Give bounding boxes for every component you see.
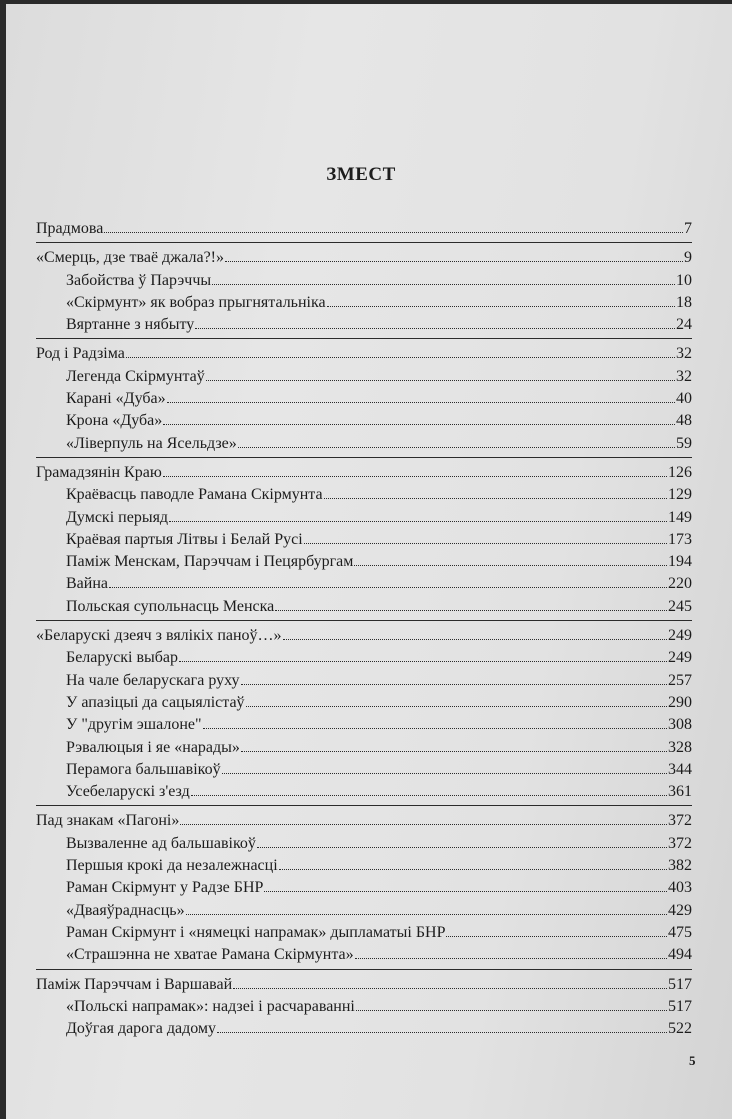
dot-leader [222,758,667,774]
toc-subsection-row [36,854,692,876]
toc-subsection-row [36,921,692,943]
subsection-title: Доўгая дарога дадому [66,1020,217,1038]
toc-subsection-row [36,387,692,409]
subsection-title: Думскі перыяд [66,508,169,526]
dot-leader [275,595,667,611]
subsection-title: У апазіцыі да сацыялістаў [66,693,245,711]
page-ref: 290 [668,693,692,711]
subsection-title: Вяртанне з нябыту [66,316,195,334]
dot-leader [203,713,667,729]
page-ref: 475 [668,923,692,941]
dot-leader [126,342,675,358]
section-title: «Беларускі дзеяч з вялікіх паноў…» [36,627,282,645]
page-ref: 372 [668,812,692,830]
toc-section-row [36,342,692,364]
toc-subsection-row [36,736,692,758]
dot-leader [446,921,667,937]
page-ref: 257 [668,671,692,689]
dot-leader [324,483,667,499]
toc-subsection-row [36,669,692,691]
dot-leader [264,876,667,892]
subsection-title: На чале беларускага руху [66,671,240,689]
dot-leader [241,669,667,685]
dot-leader [186,899,667,915]
page-ref: 361 [668,783,692,801]
subsection-title: «Скірмунт» як вобраз прыгнятальніка [66,293,326,311]
dot-leader [163,461,667,477]
subsection-title: «Страшэнна не хватае Рамана Скірмунта» [66,946,354,964]
toc-subsection-row [36,713,692,735]
page-ref: 129 [668,486,692,504]
section-title: Грамадзянін Краю [36,463,162,481]
dot-leader [279,854,667,870]
page-ref: 245 [668,597,692,615]
page-ref: 308 [668,716,692,734]
subsection-title: Забойства ў Парэччы [66,271,212,289]
page-ref: 194 [668,553,692,571]
page-ref: 59 [676,434,692,452]
toc-subsection-row [36,572,692,594]
dot-leader [206,365,675,381]
subsection-title: Усебеларускі з'езд [66,783,190,801]
dot-leader [246,691,667,707]
dot-leader [191,780,667,796]
subsection-title: Краёвая партыя Літвы і Белай Русі [66,530,303,548]
section-title: Род і Радзіма [36,345,125,363]
toc-subsection-row [36,528,692,550]
page-ref: 40 [676,390,692,408]
table-of-contents [36,217,692,1042]
toc-subsection-row [36,432,692,454]
dot-leader [257,832,667,848]
toc-subsection-row [36,943,692,965]
page-ref: 517 [668,997,692,1015]
toc-section [36,457,692,617]
toc-section [36,969,692,1040]
page-ref: 522 [668,1020,692,1038]
dot-leader [180,809,667,825]
toc-section-row [36,246,692,268]
subsection-title: Вызваленне ад бальшавікоў [66,834,256,852]
subsection-title: Паміж Менскам, Парэччам і Пецярбургам [66,553,354,571]
toc-section [36,805,692,965]
dot-leader [109,572,667,588]
toc-subsection-row [36,409,692,431]
section-title: «Смерць, дзе тваё джала?!» [36,249,225,267]
dot-leader [104,217,683,233]
dot-leader [354,550,667,566]
toc-subsection-row [36,483,692,505]
page-ref: 344 [668,760,692,778]
subsection-title: Раман Скірмунт у Радзе БНР [66,879,264,897]
toc-section-row [36,461,692,483]
toc-section [36,338,692,453]
dot-leader [179,646,667,662]
toc-section [36,242,692,335]
toc-subsection-row [36,876,692,898]
subsection-title: «Дваяўраднасць» [66,901,185,919]
dot-leader [356,995,667,1011]
page-ref: 24 [676,316,692,334]
section-title: Пад знакам «Пагоні» [36,812,180,830]
dot-leader [241,736,667,752]
toc-subsection-row [36,595,692,617]
page-ref: 149 [668,508,692,526]
toc-subsection-row [36,646,692,668]
page-ref: 494 [668,946,692,964]
page-ref: 372 [668,834,692,852]
page-ref: 32 [676,345,692,363]
subsection-title: Раман Скірмунт і «нямецкі напрамак» дыпламатыі БНР [66,923,446,941]
subsection-title: Перамога бальшавікоў [66,760,221,778]
page-ref: 328 [668,738,692,756]
dot-leader [167,387,675,403]
subsection-title: Крона «Дуба» [66,412,163,430]
subsection-title: Рэвалюцыя і яе «нарады» [66,738,240,756]
subsection-title: Першыя крокі да незалежнасці [66,857,278,875]
page-title: ЗМЕСТ [326,164,396,185]
toc-section-row [36,217,692,239]
page-ref: 220 [668,575,692,593]
subsection-title: «Ліверпуль на Ясельдзе» [66,434,237,452]
section-title: Паміж Парэччам і Варшавай [36,975,233,993]
section-title: Прадмова [36,220,104,237]
dot-leader [304,528,667,544]
toc-subsection-row [36,550,692,572]
toc-subsection-row [36,758,692,780]
page-ref: 32 [676,367,692,385]
dot-leader [212,269,675,285]
toc-section-row [36,973,692,995]
dot-leader [238,432,675,448]
book-page [6,4,732,1119]
toc-subsection-row [36,995,692,1017]
subsection-title: Вайна [66,575,108,593]
subsection-title: У "другім эшалоне" [66,716,202,734]
subsection-title: Краёвасць паводле Рамана Скірмунта [66,486,323,504]
page-ref: 18 [676,293,692,311]
toc-section-row [36,809,692,831]
toc-subsection-row [36,365,692,387]
toc-subsection-row [36,313,692,335]
toc-subsection-row [36,899,692,921]
subsection-title: «Польскі напрамак»: надзеі і расчараванні [66,997,355,1015]
dot-leader [283,624,667,640]
toc-subsection-row [36,269,692,291]
subsection-title: Польская супольнасць Менска [66,597,275,615]
dot-leader [225,246,683,262]
toc-section-row [36,624,692,646]
toc-subsection-row [36,1017,692,1039]
dot-leader [327,291,675,307]
page-ref: 10 [676,271,692,289]
page-ref: 249 [668,627,692,645]
toc-section [36,217,692,239]
page-ref: 403 [668,879,692,897]
page-ref: 382 [668,857,692,875]
page-ref: 429 [668,901,692,919]
page-ref: 517 [668,975,692,993]
toc-section [36,620,692,802]
page-number: 5 [689,1053,696,1068]
page-ref: 48 [676,412,692,430]
page-ref: 126 [668,463,692,481]
page-ref: 173 [668,530,692,548]
page-ref: 249 [668,649,692,667]
dot-leader [355,943,667,959]
page-ref: 7 [684,220,692,237]
dot-leader [217,1017,667,1033]
toc-subsection-row [36,832,692,854]
dot-leader [233,973,667,989]
dot-leader [169,506,667,522]
subsection-title: Беларускі выбар [66,649,179,667]
subsection-title: Легенда Скірмунтаў [66,367,205,385]
toc-subsection-row [36,291,692,313]
toc-subsection-row [36,691,692,713]
dot-leader [163,409,675,425]
toc-subsection-row [36,780,692,802]
toc-subsection-row [36,506,692,528]
subsection-title: Карані «Дуба» [66,390,166,408]
page-ref: 9 [684,249,692,267]
dot-leader [195,313,675,329]
